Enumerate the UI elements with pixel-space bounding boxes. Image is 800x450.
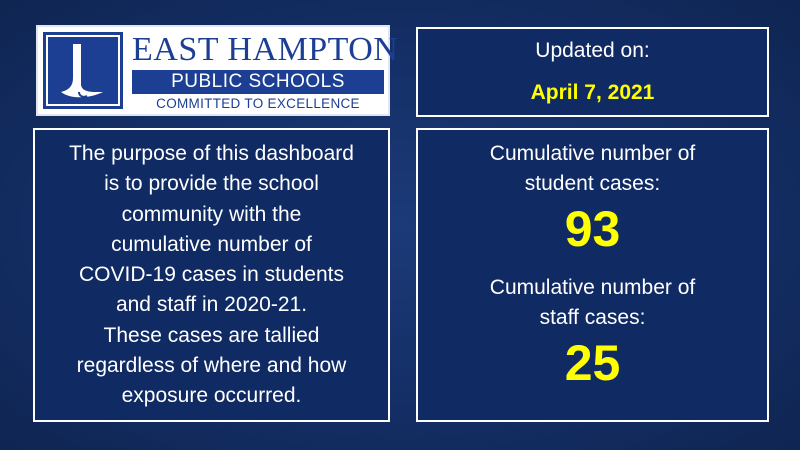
staff-cases-label: Cumulative number of (489, 276, 696, 299)
purpose-line: cumulative number of (111, 232, 312, 256)
purpose-line: community with the (121, 202, 302, 226)
bell-icon (43, 32, 123, 109)
student-cases-count: 93 (564, 201, 621, 257)
student-cases-label: student cases: (524, 172, 661, 195)
purpose-line: The purpose of this dashboard (69, 142, 354, 165)
school-subtitle: PUBLIC SCHOOLS (132, 70, 384, 94)
purpose-line: is to provide the school (104, 172, 319, 196)
purpose-line: exposure occurred. (121, 384, 302, 408)
purpose-line: regardless of where and how (76, 354, 347, 378)
student-cases-label: Cumulative number of (489, 142, 696, 165)
updated-date: April 7, 2021 (530, 81, 655, 104)
staff-cases-label: staff cases: (539, 306, 646, 329)
school-logo (36, 25, 399, 116)
school-name: EAST HAMPTON (132, 31, 399, 68)
staff-cases-count: 25 (564, 335, 621, 391)
updated-panel (416, 27, 769, 117)
cases-panel (416, 128, 769, 422)
school-motto: COMMITTED TO EXCELLENCE (156, 96, 360, 111)
purpose-panel (33, 128, 390, 422)
purpose-line: COVID-19 cases in students (79, 263, 344, 287)
updated-label: Updated on: (535, 39, 650, 62)
purpose-line: and staff in 2020-21. (115, 293, 308, 317)
purpose-text (35, 130, 388, 412)
purpose-line: These cases are tallied (103, 323, 320, 347)
